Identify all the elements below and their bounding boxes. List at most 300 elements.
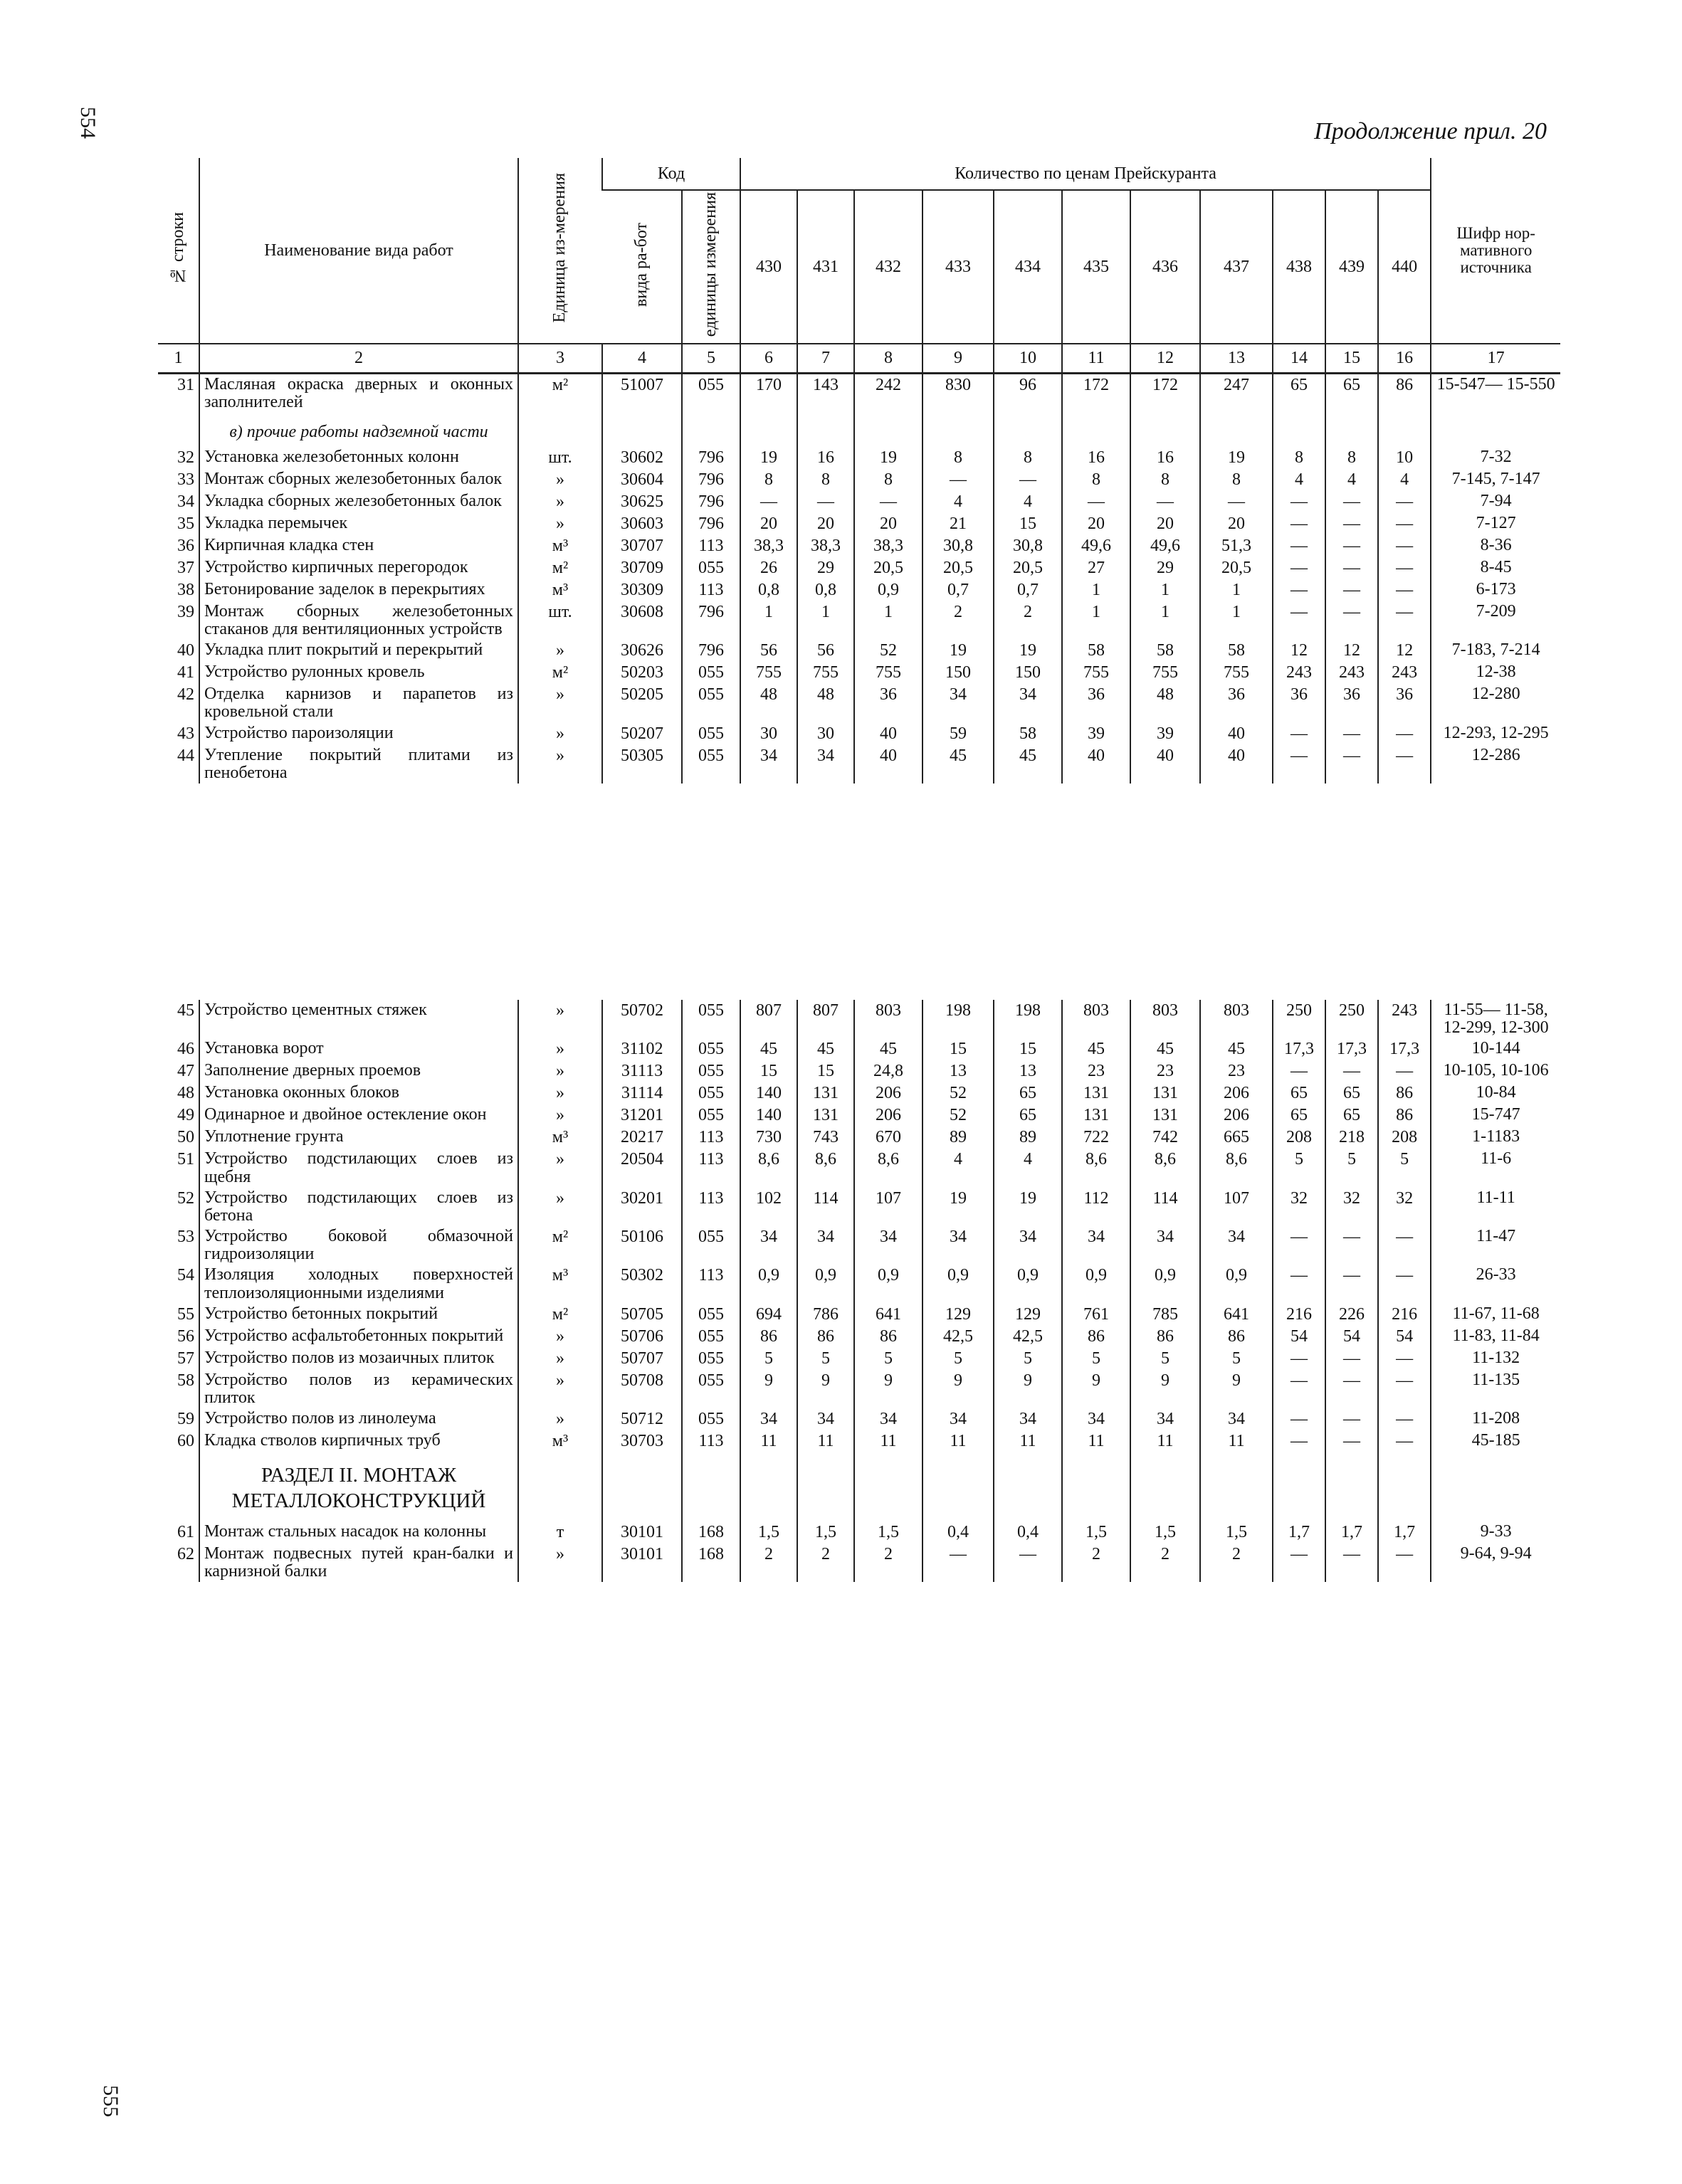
qty-cell: 17,3 (1378, 1038, 1431, 1060)
unit-code: 055 (682, 557, 740, 579)
unit-code: 113 (682, 1149, 740, 1187)
empty-cell (854, 1452, 923, 1521)
table-row (158, 1000, 1560, 1038)
qty-cell: 226 (1325, 1304, 1378, 1326)
table-row (158, 535, 1560, 557)
unit-cell: м³ (518, 535, 602, 557)
qty-cell: — (1378, 1544, 1431, 1582)
header-code-work: вида ра-бот (602, 190, 682, 344)
row-number: 31 (177, 376, 194, 395)
unit-cell: м³ (518, 579, 602, 601)
qty-cell: 86 (1200, 1326, 1273, 1348)
shifr-cell: 12-293, 12-295 (1431, 723, 1560, 745)
unit-code: 113 (682, 1430, 740, 1452)
qty-cell: — (1325, 557, 1378, 579)
qty-cell: 45 (797, 1038, 854, 1060)
work-name: Установка железобетонных колонн (199, 447, 518, 469)
qty-cell: 5 (1378, 1149, 1431, 1187)
qty-cell: 86 (1378, 1104, 1431, 1127)
work-name: Монтаж сборных железобетонных балок (199, 469, 518, 491)
qty-cell: 206 (1200, 1082, 1273, 1104)
work-name: Устройство полов из линолеума (199, 1408, 518, 1430)
empty-cell (1378, 1452, 1431, 1521)
shifr-cell: 9-33 (1431, 1521, 1560, 1544)
qty-cell: 0,4 (923, 1521, 994, 1544)
header-price-436: 436 (1130, 190, 1200, 344)
unit-cell: » (518, 1104, 602, 1127)
work-code: 50106 (602, 1226, 682, 1265)
work-name: Монтаж подвесных путей кран-балки и карнизной балки (199, 1544, 518, 1582)
unit-code: 113 (682, 579, 740, 601)
empty-cell (1431, 1452, 1560, 1521)
qty-cell: 48 (1130, 684, 1200, 722)
header-code-unit: единицы измерения (682, 190, 740, 344)
unit-cell: » (518, 513, 602, 535)
unit-cell: м² (518, 557, 602, 579)
qty-cell: 19 (1200, 447, 1273, 469)
qty-cell: 0,9 (854, 579, 923, 601)
column-number: 1 (158, 344, 199, 374)
qty-cell: 34 (797, 1408, 854, 1430)
qty-cell: 2 (994, 601, 1062, 640)
qty-cell: 150 (994, 662, 1062, 684)
empty-cell (602, 413, 682, 447)
qty-cell: 807 (740, 1000, 797, 1038)
shifr-cell: 10-105, 10-106 (1431, 1060, 1560, 1082)
section-heading-row (158, 1452, 1560, 1521)
qty-cell: 1 (1200, 601, 1273, 640)
row-number: 45 (177, 1001, 194, 1020)
header-price-437: 437 (1200, 190, 1273, 344)
qty-cell: 11 (740, 1430, 797, 1452)
qty-cell: 20,5 (1200, 557, 1273, 579)
table-row (158, 1544, 1560, 1582)
qty-cell: — (1273, 579, 1325, 601)
qty-cell: 2 (1200, 1544, 1273, 1582)
qty-cell: 1 (740, 601, 797, 640)
qty-cell: 0,9 (994, 1265, 1062, 1303)
unit-code: 796 (682, 640, 740, 662)
qty-cell: 107 (1200, 1188, 1273, 1226)
qty-cell: 15 (740, 1060, 797, 1082)
qty-cell: 114 (797, 1188, 854, 1226)
header-unit: Единица из-мерения (518, 158, 602, 344)
column-numbers-row (158, 344, 1560, 374)
qty-cell: — (797, 491, 854, 513)
empty-cell (740, 1452, 797, 1521)
qty-cell: 45 (994, 745, 1062, 784)
qty-cell: 30 (740, 723, 797, 745)
qty-cell: — (1325, 601, 1378, 640)
qty-cell: 23 (1130, 1060, 1200, 1082)
qty-cell: 20,5 (854, 557, 923, 579)
empty-cell (682, 413, 740, 447)
qty-cell: 5 (923, 1348, 994, 1370)
qty-cell: 20 (1130, 513, 1200, 535)
shifr-cell: 12-38 (1431, 662, 1560, 684)
qty-cell: 1,5 (740, 1521, 797, 1544)
qty-cell: 65 (1273, 374, 1325, 413)
qty-cell: — (1378, 535, 1431, 557)
empty-cell (854, 413, 923, 447)
unit-cell: т (518, 1521, 602, 1544)
qty-cell: — (1378, 601, 1431, 640)
shifr-cell: 11-132 (1431, 1348, 1560, 1370)
work-code: 30608 (602, 601, 682, 640)
qty-cell: 742 (1130, 1127, 1200, 1149)
qty-cell: 34 (923, 1226, 994, 1265)
qty-cell: 58 (1200, 640, 1273, 662)
qty-cell: — (1273, 513, 1325, 535)
qty-cell: 8 (1325, 447, 1378, 469)
table-row (158, 447, 1560, 469)
qty-cell: 39 (1130, 723, 1200, 745)
qty-cell: 96 (994, 374, 1062, 413)
qty-cell: — (1130, 491, 1200, 513)
section-heading: РАЗДЕЛ II. МОНТАЖ МЕТАЛЛОКОНСТРУКЦИЙ (199, 1452, 518, 1521)
work-name: Монтаж сборных железобетонных стаканов для вентиляционных устройств (199, 601, 518, 640)
shifr-cell: 15-747 (1431, 1104, 1560, 1127)
qty-cell: 54 (1378, 1326, 1431, 1348)
table-row (158, 1104, 1560, 1127)
unit-cell: шт. (518, 447, 602, 469)
qty-cell: 1 (1200, 579, 1273, 601)
qty-cell: 13 (923, 1060, 994, 1082)
header-code-group: Код (602, 158, 740, 190)
row-number: 58 (177, 1371, 194, 1390)
qty-cell: 0,9 (1062, 1265, 1130, 1303)
header-qty-group: Количество по ценам Прейскуранта (740, 158, 1431, 190)
qty-cell: 8 (740, 469, 797, 491)
qty-cell: 11 (923, 1430, 994, 1452)
qty-cell: 8 (923, 447, 994, 469)
qty-cell: 58 (1062, 640, 1130, 662)
work-name: Кирпичная кладка стен (199, 535, 518, 557)
qty-cell: 641 (1200, 1304, 1273, 1326)
row-number: 43 (177, 724, 194, 743)
work-name: Устройство цементных стяжек (199, 1000, 518, 1038)
qty-cell: 29 (797, 557, 854, 579)
qty-cell: 19 (994, 1188, 1062, 1226)
qty-cell: 140 (740, 1104, 797, 1127)
qty-cell: 0,9 (1130, 1265, 1200, 1303)
qty-cell: 8,6 (1062, 1149, 1130, 1187)
qty-cell: 34 (1200, 1408, 1273, 1430)
qty-cell: 830 (923, 374, 994, 413)
qty-cell: — (1273, 601, 1325, 640)
qty-cell: 0,9 (923, 1265, 994, 1303)
work-code: 30101 (602, 1521, 682, 1544)
qty-cell: 32 (1273, 1188, 1325, 1226)
work-code: 30626 (602, 640, 682, 662)
work-code: 30602 (602, 447, 682, 469)
shifr-cell: 45-185 (1431, 1430, 1560, 1452)
empty-cell (518, 1452, 602, 1521)
qty-cell: 803 (854, 1000, 923, 1038)
qty-cell: 56 (740, 640, 797, 662)
work-code: 31114 (602, 1082, 682, 1104)
qty-cell: 36 (1325, 684, 1378, 722)
shifr-cell: 10-84 (1431, 1082, 1560, 1104)
qty-cell: 12 (1273, 640, 1325, 662)
unit-cell: » (518, 723, 602, 745)
header-price-435: 435 (1062, 190, 1130, 344)
qty-cell: 755 (1200, 662, 1273, 684)
shifr-cell: 11-11 (1431, 1188, 1560, 1226)
qty-cell: 20 (740, 513, 797, 535)
empty-cell (518, 413, 602, 447)
qty-cell: 743 (797, 1127, 854, 1149)
continuation-caption: Продолжение прил. 20 (1314, 118, 1547, 144)
qty-cell: 4 (1378, 469, 1431, 491)
qty-cell: 86 (797, 1326, 854, 1348)
shifr-cell: 11-55— 11-58, 12-299, 12-300 (1431, 1000, 1560, 1038)
qty-cell: 36 (1378, 684, 1431, 722)
qty-cell: 20,5 (994, 557, 1062, 579)
unit-cell: » (518, 1038, 602, 1060)
table-row (158, 1188, 1560, 1226)
qty-cell: 34 (994, 684, 1062, 722)
table-row (158, 1038, 1560, 1060)
qty-cell: — (1273, 1226, 1325, 1265)
qty-cell: 19 (740, 447, 797, 469)
work-code: 30604 (602, 469, 682, 491)
qty-cell: — (1378, 1370, 1431, 1408)
work-code: 31102 (602, 1038, 682, 1060)
qty-cell: 15 (797, 1060, 854, 1082)
qty-cell: 1,7 (1378, 1521, 1431, 1544)
qty-cell: 206 (854, 1082, 923, 1104)
qty-cell: 30 (797, 723, 854, 745)
qty-cell: 42,5 (923, 1326, 994, 1348)
qty-cell: 86 (1378, 374, 1431, 413)
qty-cell: 34 (1130, 1226, 1200, 1265)
row-number: 33 (177, 470, 194, 489)
qty-cell: — (1325, 1265, 1378, 1303)
page-number-top: 554 (76, 107, 100, 139)
qty-cell: 755 (854, 662, 923, 684)
work-code: 30703 (602, 1430, 682, 1452)
table-row (158, 1430, 1560, 1452)
qty-cell: 0,8 (740, 579, 797, 601)
row-number: 48 (177, 1084, 194, 1103)
work-name: Устройство боковой обмазочной гидроизоляции (199, 1226, 518, 1265)
qty-cell: 58 (994, 723, 1062, 745)
row-number: 52 (177, 1188, 194, 1208)
qty-cell: 15 (994, 1038, 1062, 1060)
qty-cell: — (1378, 1226, 1431, 1265)
qty-cell: 114 (1130, 1188, 1200, 1226)
empty-cell (994, 1452, 1062, 1521)
qty-cell: — (1325, 1226, 1378, 1265)
qty-cell: — (1378, 1060, 1431, 1082)
qty-cell: 65 (1325, 374, 1378, 413)
shifr-cell: 7-145, 7-147 (1431, 469, 1560, 491)
qty-cell: 1,5 (1062, 1521, 1130, 1544)
qty-cell: 0,9 (1200, 1265, 1273, 1303)
column-number: 3 (518, 344, 602, 374)
table-row (158, 513, 1560, 535)
qty-cell: 34 (923, 1408, 994, 1430)
qty-cell: 49,6 (1062, 535, 1130, 557)
qty-cell: — (1273, 745, 1325, 784)
qty-cell: 89 (923, 1127, 994, 1149)
shifr-cell: 11-135 (1431, 1370, 1560, 1408)
unit-cell: » (518, 1408, 602, 1430)
work-name: Изоляция холодных поверхностей теплоизоляционными изделиями (199, 1265, 518, 1303)
qty-cell: — (1325, 1060, 1378, 1082)
qty-cell: 131 (797, 1082, 854, 1104)
qty-cell: 9 (1062, 1370, 1130, 1408)
empty-cell (923, 1452, 994, 1521)
qty-cell: 12 (1325, 640, 1378, 662)
row-number: 39 (177, 602, 194, 621)
shifr-cell: 12-280 (1431, 684, 1560, 722)
shifr-cell: 7-94 (1431, 491, 1560, 513)
unit-code: 055 (682, 1226, 740, 1265)
qty-cell: 48 (797, 684, 854, 722)
qty-cell: — (923, 1544, 994, 1582)
table-body-part-a (158, 374, 1560, 784)
qty-cell: 32 (1325, 1188, 1378, 1226)
qty-cell: 19 (854, 447, 923, 469)
header-price-433: 433 (923, 190, 994, 344)
unit-code: 055 (682, 684, 740, 722)
qty-cell: 129 (923, 1304, 994, 1326)
unit-cell: м³ (518, 1430, 602, 1452)
section-heading-row (158, 413, 1560, 447)
work-name: Заполнение дверных проемов (199, 1060, 518, 1082)
row-number: 51 (177, 1150, 194, 1169)
qty-cell: 52 (923, 1104, 994, 1127)
qty-cell: 11 (797, 1430, 854, 1452)
qty-cell: 761 (1062, 1304, 1130, 1326)
qty-cell: 19 (923, 1188, 994, 1226)
empty-cell (158, 413, 199, 447)
qty-cell: 15 (994, 513, 1062, 535)
qty-cell: 65 (1325, 1082, 1378, 1104)
qty-cell: 45 (740, 1038, 797, 1060)
qty-cell: 34 (1200, 1226, 1273, 1265)
work-name: Одинарное и двойное остекление окон (199, 1104, 518, 1127)
work-code: 30709 (602, 557, 682, 579)
work-code: 51007 (602, 374, 682, 413)
qty-cell: 20 (797, 513, 854, 535)
empty-cell (740, 413, 797, 447)
qty-cell: 48 (740, 684, 797, 722)
shifr-cell: 26-33 (1431, 1265, 1560, 1303)
shifr-cell: 15-547— 15-550 (1431, 374, 1560, 413)
qty-cell: 10 (1378, 447, 1431, 469)
shifr-cell: 11-67, 11-68 (1431, 1304, 1560, 1326)
row-number: 55 (177, 1304, 194, 1324)
qty-cell: 172 (1062, 374, 1130, 413)
shifr-cell: 8-45 (1431, 557, 1560, 579)
qty-cell: 34 (854, 1226, 923, 1265)
qty-cell: 198 (994, 1000, 1062, 1038)
qty-cell: 20 (1062, 513, 1130, 535)
qty-cell: 9 (797, 1370, 854, 1408)
work-name: Уплотнение грунта (199, 1127, 518, 1149)
unit-cell: » (518, 1544, 602, 1582)
qty-cell: 34 (854, 1408, 923, 1430)
unit-cell: » (518, 1348, 602, 1370)
qty-cell: 786 (797, 1304, 854, 1326)
qty-cell: 54 (1273, 1326, 1325, 1348)
qty-cell: — (994, 469, 1062, 491)
unit-code: 055 (682, 1348, 740, 1370)
work-code: 50207 (602, 723, 682, 745)
qty-cell: 36 (1062, 684, 1130, 722)
qty-cell: 218 (1325, 1127, 1378, 1149)
unit-cell: м² (518, 374, 602, 413)
qty-cell: 208 (1378, 1127, 1431, 1149)
qty-cell: 143 (797, 374, 854, 413)
qty-cell: 86 (854, 1326, 923, 1348)
qty-cell: 42,5 (994, 1326, 1062, 1348)
row-number: 47 (177, 1062, 194, 1081)
table-row (158, 1082, 1560, 1104)
qty-cell: 250 (1325, 1000, 1378, 1038)
qty-cell: 5 (1325, 1149, 1378, 1187)
qty-cell: — (994, 1544, 1062, 1582)
qty-cell: 4 (994, 1149, 1062, 1187)
qty-cell: — (1200, 491, 1273, 513)
row-number: 53 (177, 1228, 194, 1247)
qty-cell: 243 (1325, 662, 1378, 684)
qty-cell: 16 (1130, 447, 1200, 469)
qty-cell: 8,6 (854, 1149, 923, 1187)
qty-cell: 150 (923, 662, 994, 684)
qty-cell: 30,8 (923, 535, 994, 557)
row-number: 57 (177, 1349, 194, 1368)
qty-cell: 34 (1130, 1408, 1200, 1430)
qty-cell: 15 (923, 1038, 994, 1060)
shifr-cell: 9-64, 9-94 (1431, 1544, 1560, 1582)
qty-cell: 206 (854, 1104, 923, 1127)
row-number: 60 (177, 1432, 194, 1451)
row-number: 36 (177, 536, 194, 555)
row-number: 40 (177, 641, 194, 660)
qty-cell: 65 (1273, 1104, 1325, 1127)
qty-cell: — (1273, 1370, 1325, 1408)
qty-cell: 9 (923, 1370, 994, 1408)
qty-cell: 8 (1130, 469, 1200, 491)
shifr-cell: 7-32 (1431, 447, 1560, 469)
work-code: 20217 (602, 1127, 682, 1149)
table-row (158, 1265, 1560, 1303)
qty-cell: 34 (740, 745, 797, 784)
work-code: 30101 (602, 1544, 682, 1582)
qty-cell: 1 (1062, 601, 1130, 640)
qty-cell: 5 (1130, 1348, 1200, 1370)
qty-cell: 11 (994, 1430, 1062, 1452)
unit-code: 168 (682, 1544, 740, 1582)
qty-cell: 8 (1200, 469, 1273, 491)
qty-cell: 40 (1200, 745, 1273, 784)
work-name: Утепление покрытий плитами из пенобетона (199, 745, 518, 784)
work-name: Установка оконных блоков (199, 1082, 518, 1104)
empty-cell (1378, 413, 1431, 447)
work-code: 50302 (602, 1265, 682, 1303)
qty-cell: 8 (1273, 447, 1325, 469)
qty-cell: — (1325, 745, 1378, 784)
empty-cell (1325, 413, 1378, 447)
qty-cell: 20 (1200, 513, 1273, 535)
qty-cell: 34 (1062, 1408, 1130, 1430)
qty-cell: — (1273, 557, 1325, 579)
shifr-cell: 11-208 (1431, 1408, 1560, 1430)
